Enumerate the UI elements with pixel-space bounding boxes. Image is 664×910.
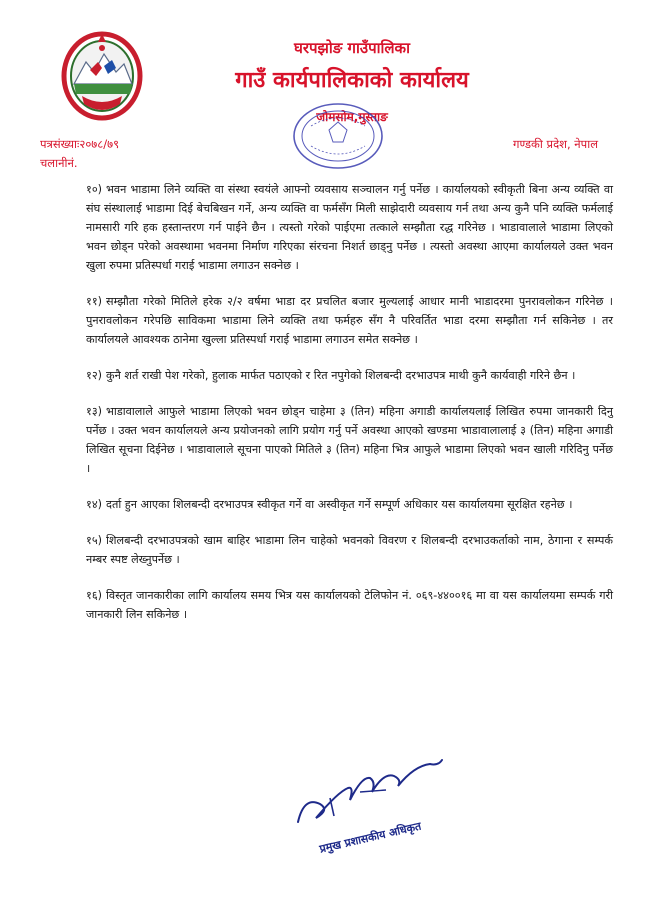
office-location: जोमसोम,मुस्ताङ bbox=[316, 110, 388, 124]
office-title: गाउँ कार्यपालिकाको कार्यालय bbox=[235, 68, 469, 93]
signatory-title: प्रमुख प्रशासकीय अधिकृत bbox=[318, 819, 423, 856]
office-seal-stamp-icon bbox=[283, 96, 393, 176]
municipality-name: घरपझोङ गाउँपालिका bbox=[294, 39, 410, 57]
clause-12: १२) कुनै शर्त राखी पेश गरेको, हुलाक मार्फत पठाएको र रित नपुगेको शिलबन्दी दरभाउपत्र माथी कुनै कार्यवाही गरिने छैन । bbox=[86, 369, 576, 382]
clause-11: ११) सम्झौता गरेको मितिले हरेक २/२ वर्षमा भाडा दर प्रचलित बजार मुल्यलाई आधार मानी भाडादरमा पुनरावलोकन गरिनेछ । पुनरावलोकन गरेपछि साविकमा भाडामा लिने व्यक्ति तथा फर्महरु सँग नै परिवर्तित भाडा दरमा सम्झौता गर्न सकिनेछ । तर कार्यालयले आवश्यक ठानेमा खुल्ला प्रतिस्पर्धा गराई भाडामा लगाउन समेत सक्नेछ । bbox=[86, 295, 613, 346]
handwritten-signature-icon bbox=[290, 752, 450, 832]
clause-10: १०) भवन भाडामा लिने व्यक्ति वा संस्था स्वयंले आफ्नो व्यवसाय सञ्चालन गर्नु पर्नेछ । कार्यालयको स्वीकृती बिना अन्य व्यक्ति वा संघ संस्थालाई भाडामा दिई बेचबिखन गर्ने, अन्य व्यक्ति वा फर्मसँग मिली साझेदारी व्यवसाय गर्न तथा अन्य कुनै पनि व्यक्ति फर्मलाई नामसारी गरि हक हस्तान्तरण गर्न पाईने छैन । त्यस्तो गरेको पाईएमा तत्काले सम्झौता रद्ध गरिनेछ । भाडावालाले भाडामा लिएको भवन छोड्न परेको अवस्थामा भवनमा निर्माण गरिएका संरचना निशर्त छाड्नु पर्नेछ । त्यस्तो अवस्था आएमा कार्यालयले उक्त भवन खुला रुपमा प्रतिस्पर्धा गराई भाडामा लगाउन सक्नेछ । bbox=[86, 183, 613, 272]
clause-13: १३) भाडावालाले आफुले भाडामा लिएको भवन छोड्न चाहेमा ३ (तिन) महिना अगाडी कार्यालयलाई लिखित रुपमा जानकारी दिनु पर्नेछ । उक्त भवन कार्यालयले अन्य प्रयोजनको लागि प्रयोग गर्नु पर्ने अवस्था आएको खण्डमा भाडावालालाई ३ (तिन) महिना अगाडी लिखित सूचना दिईनेछ । भाडावालाले सूचना पाएको मितिले ३ (तिन) महिना भित्र आफुले भाडामा लिएको भवन खाली गरिदिनु पर्नेछ । bbox=[86, 405, 613, 475]
terms-clauses bbox=[86, 180, 613, 641]
clause-15: १५) शिलबन्दी दरभाउपत्रको खाम बाहिर भाडामा लिन चाहेको भवनको विवरण र शिलबन्दी दरभाउकर्ताको नाम, ठेगाना र सम्पर्क नम्बर स्पष्ट लेख्नुपर्नेछ । bbox=[86, 534, 613, 566]
clause-14: १४) दर्ता हुन आएका शिलबन्दी दरभाउपत्र स्वीकृत गर्ने वा अस्वीकृत गर्ने सम्पूर्ण अधिकार यस कार्यालयमा सूरक्षित रहनेछ । bbox=[86, 498, 573, 511]
province-country: गण्डकी प्रदेश, नेपाल bbox=[512, 137, 598, 151]
reference-number: पत्रसंख्याः२०७८/७९ bbox=[40, 137, 120, 151]
clause-16: १६) विस्तृत जानकारीका लागि कार्यालय समय भित्र यस कार्यालयको टेलिफोन नं. ०६९-४४००१६ मा वा यस कार्यालयमा सम्पर्क गरी जानकारी लिन सकिनेछ । bbox=[86, 589, 613, 621]
dispatch-number: चलानीनं. bbox=[40, 156, 78, 170]
